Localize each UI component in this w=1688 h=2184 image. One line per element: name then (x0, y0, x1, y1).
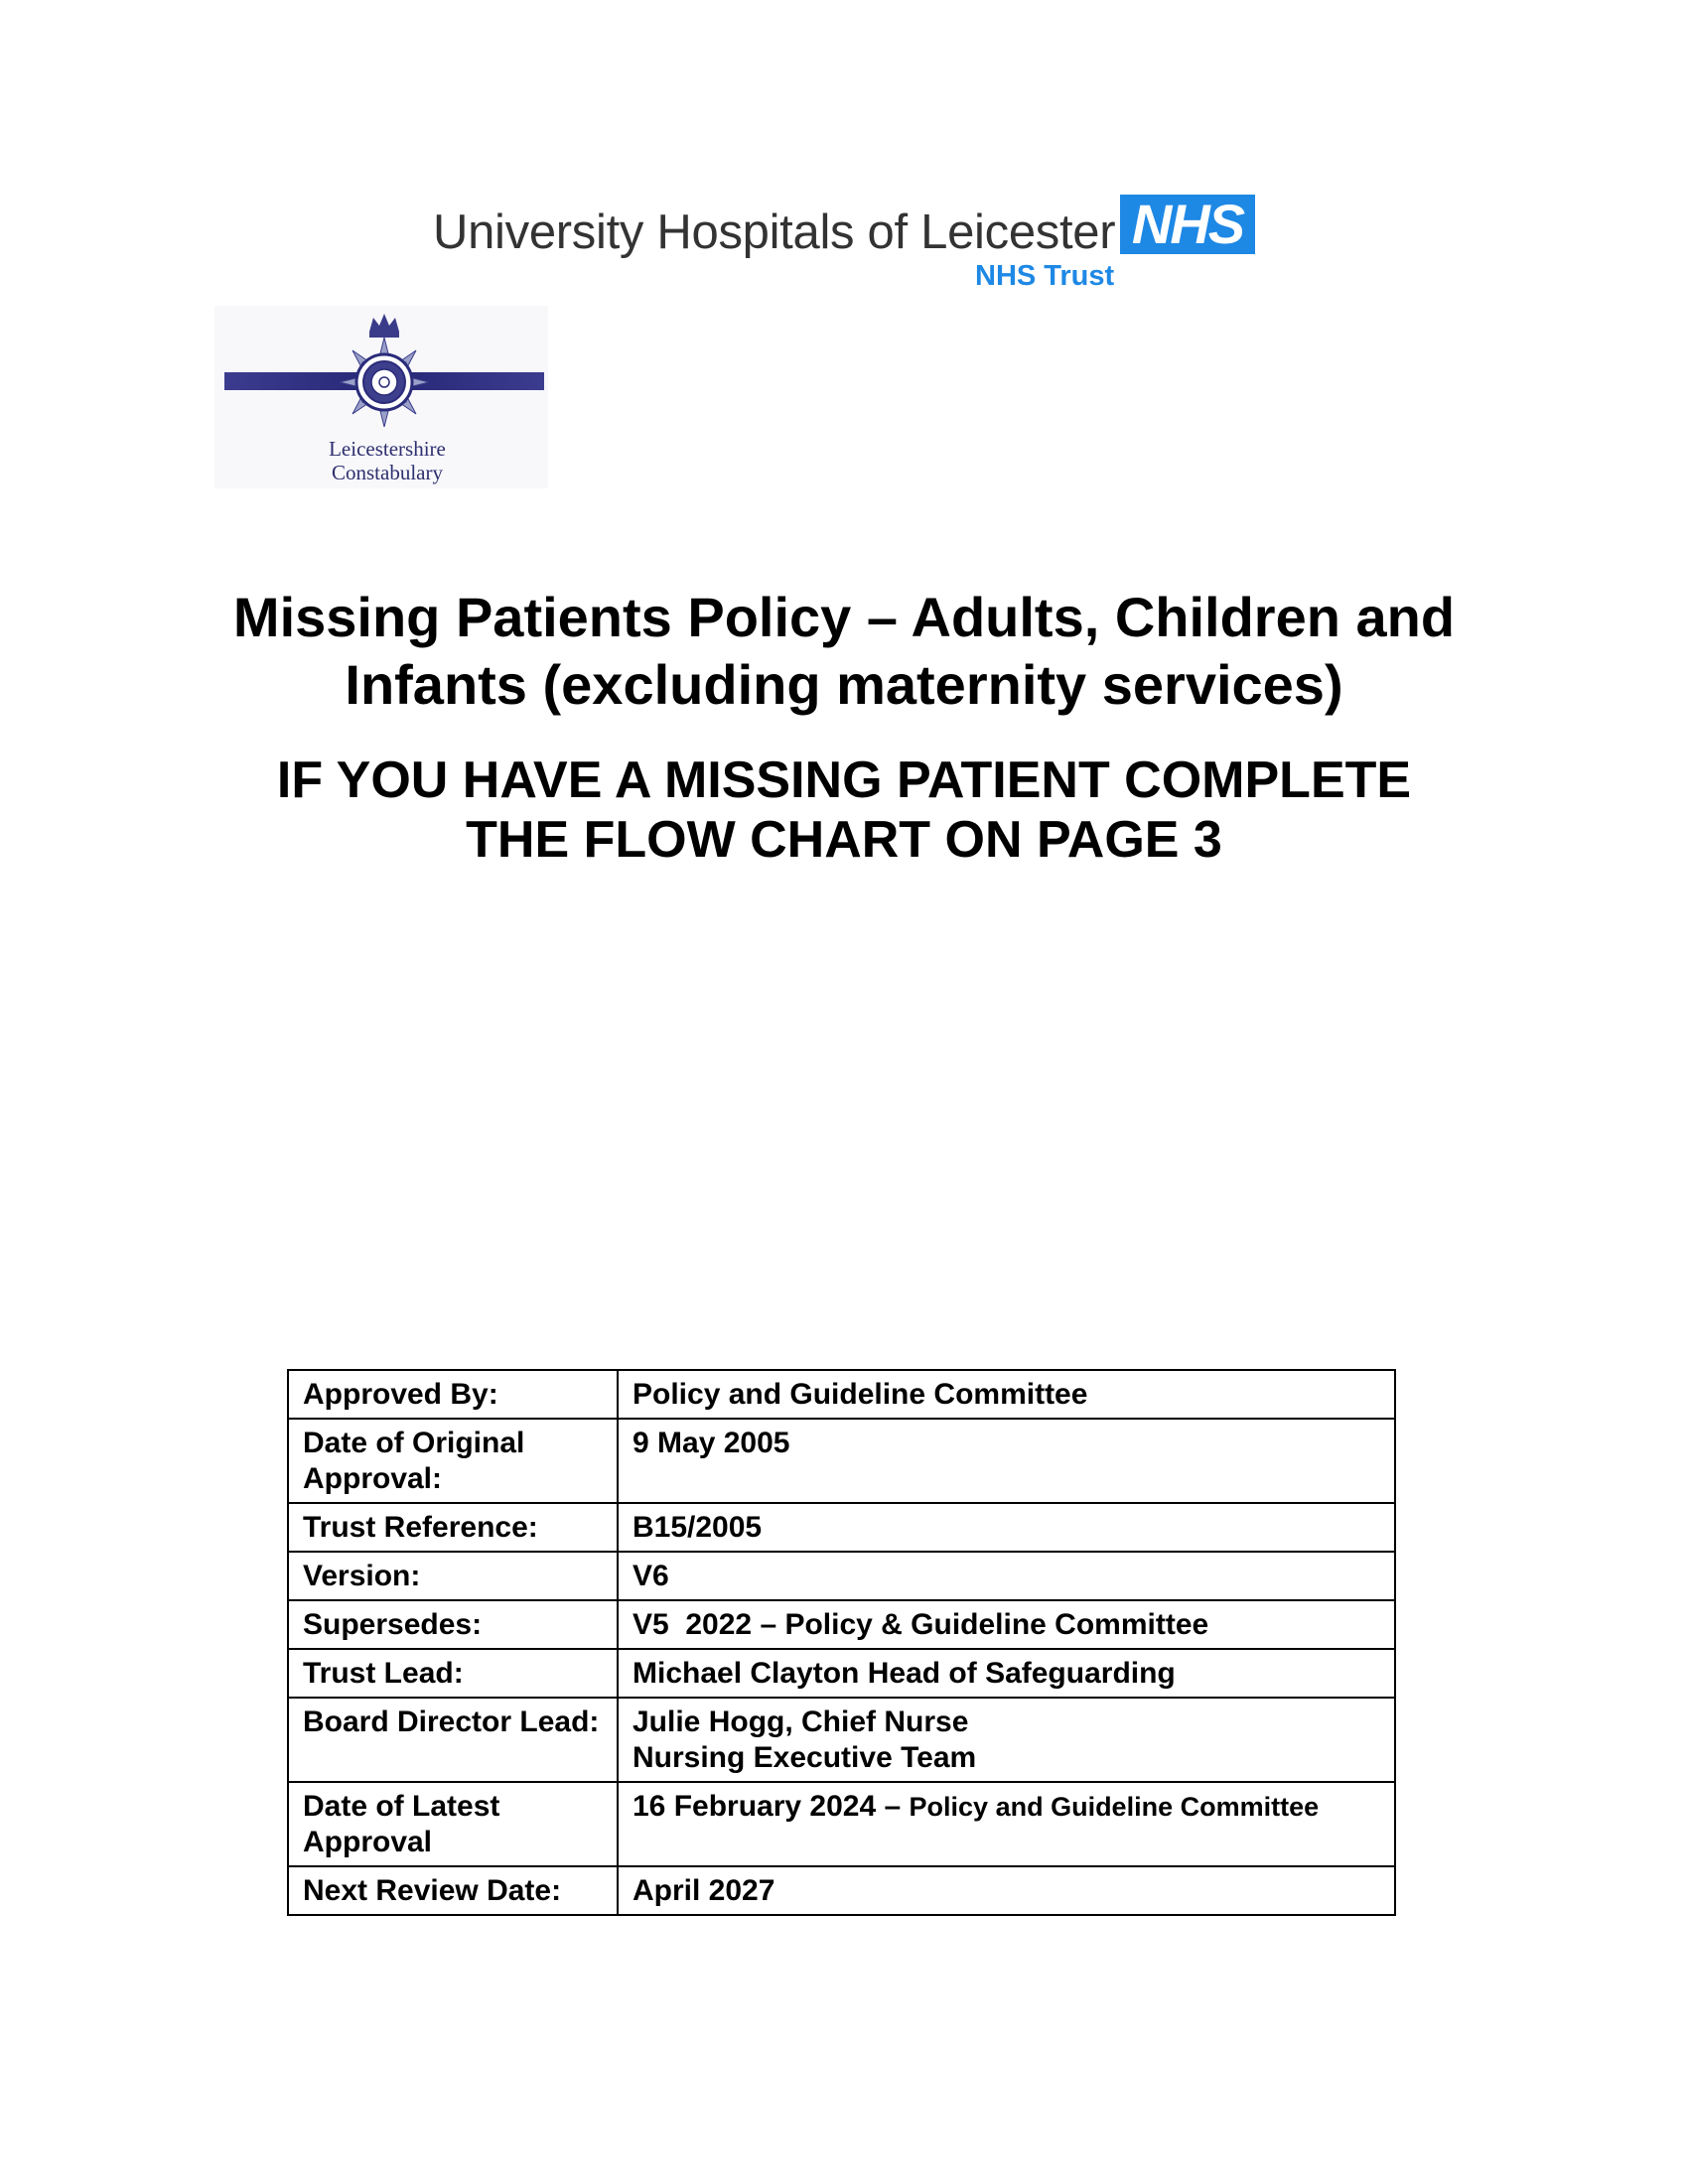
document-info-table (287, 1369, 1396, 1916)
table-label: Trust Reference: (288, 1503, 618, 1552)
table-label: Approved By: (288, 1370, 618, 1419)
table-value (618, 1698, 1395, 1782)
table-value-committee: Policy and Guideline Committee (909, 1792, 1320, 1822)
table-value: April 2027 (618, 1866, 1395, 1915)
table-value (618, 1782, 1395, 1866)
document-title (149, 584, 1539, 719)
table-label: Date of Original Approval: (288, 1419, 618, 1503)
table-row (288, 1503, 1395, 1552)
table-row (288, 1649, 1395, 1698)
table-row (288, 1419, 1395, 1503)
table-row (288, 1552, 1395, 1600)
table-row (288, 1866, 1395, 1915)
document-title-line1: Missing Patients Policy – Adults, Children and (232, 586, 1456, 648)
table-label: Version: (288, 1552, 618, 1600)
table-value: 9 May 2005 (618, 1419, 1395, 1503)
nhs-logo: NHS (1120, 195, 1255, 254)
table-label: Board Director Lead: (288, 1698, 618, 1782)
police-logo-line2: Constabulary (332, 461, 443, 484)
document-subtitle (149, 751, 1539, 870)
table-label: Supersedes: (288, 1600, 618, 1649)
table-row (288, 1698, 1395, 1782)
police-logo-text (228, 437, 546, 484)
nhs-trust-label: NHS Trust (975, 260, 1115, 292)
table-value: V5 2022 – Policy & Guideline Committee (618, 1600, 1395, 1649)
table-label: Trust Lead: (288, 1649, 618, 1698)
table-value-date: 16 February 2024 – (633, 1790, 902, 1823)
table-row (288, 1782, 1395, 1866)
police-badge-icon (326, 310, 443, 437)
police-logo-line1: Leicestershire (329, 437, 446, 461)
table-value: Policy and Guideline Committee (618, 1370, 1395, 1419)
document-title-line2: Infants (excluding maternity services) (345, 653, 1343, 716)
document-subtitle-line1: IF YOU HAVE A MISSING PATIENT COMPLETE (276, 751, 1412, 809)
table-value: V6 (618, 1552, 1395, 1600)
table-value-line2: Nursing Executive Team (633, 1741, 977, 1774)
table-label: Date of Latest Approval (288, 1782, 618, 1866)
table-value: Michael Clayton Head of Safeguarding (618, 1649, 1395, 1698)
table-label: Next Review Date: (288, 1866, 618, 1915)
organisation-name: University Hospitals of Leicester (433, 205, 1116, 259)
table-value: B15/2005 (618, 1503, 1395, 1552)
table-value-line1: Julie Hogg, Chief Nurse (633, 1706, 969, 1738)
document-subtitle-line2: THE FLOW CHART ON PAGE 3 (466, 811, 1222, 869)
table-row (288, 1370, 1395, 1419)
table-row (288, 1600, 1395, 1649)
